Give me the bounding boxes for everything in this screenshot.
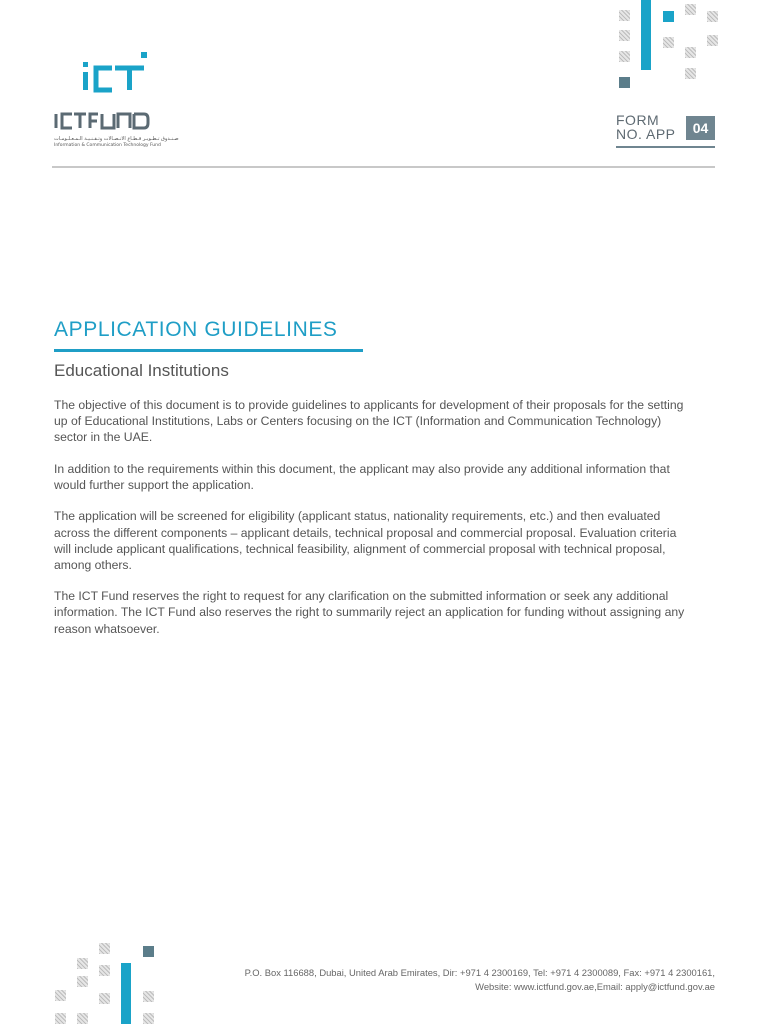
paragraph-screening: The application will be screened for eligibility (applicant status, nationality requirements, etc.) and then evaluated across the different components – applicant details, technical proposal and commercial proposal. Evaluation criteria will include applicant qualifications, technical feasibility, alignment of commercial proposal with technical proposal, among others. bbox=[54, 509, 677, 572]
logo-arabic-text: صـنـدوق تـطـويـر قـطـاع الاتـصـالات وتـقـنـيـة الـمـعـلـومـات bbox=[54, 136, 179, 142]
header-divider bbox=[52, 166, 715, 168]
logo-english-text: Information & Communication Technology Fund bbox=[54, 143, 161, 148]
ict-fund-logo bbox=[52, 48, 162, 148]
document-body bbox=[54, 397, 694, 652]
paragraph-rights: The ICT Fund reserves the right to request for any clarification on the submitted information or seek any additional information. The ICT Fund also reserves the right to summarily reject an application for funding without assigning any reason whatsoever. bbox=[54, 589, 685, 636]
form-number-badge: 04 bbox=[686, 116, 715, 140]
page-subtitle: Educational Institutions bbox=[54, 361, 229, 380]
paragraph-objective: The objective of this document is to provide guidelines to applicants for development of their proposals for the setting up of Educational Institutions, Labs or Centers focusing on the ICT (Information and Communication Technology) sector in the UAE. bbox=[54, 398, 684, 445]
form-label-line2: NO. APP bbox=[616, 126, 676, 142]
form-label bbox=[616, 113, 686, 141]
page-title: APPLICATION GUIDELINES bbox=[54, 318, 338, 341]
footer-address-line: P.O. Box 116688, Dubai, United Arab Emirates, Dir: +971 4 2300169, Tel: +971 4 2300089, Fax: +971 4 2300161, bbox=[244, 967, 715, 978]
footer-web-line: Website: www.ictfund.gov.ae,Email: apply@ictfund.gov.ae bbox=[475, 981, 715, 992]
form-underline bbox=[616, 146, 715, 148]
paragraph-additional-info: In addition to the requirements within this document, the applicant may also provide any additional information that would further support the application. bbox=[54, 461, 670, 492]
title-underline bbox=[54, 349, 363, 352]
footer-contact bbox=[245, 966, 715, 994]
form-label-line1: FORM bbox=[616, 112, 660, 128]
